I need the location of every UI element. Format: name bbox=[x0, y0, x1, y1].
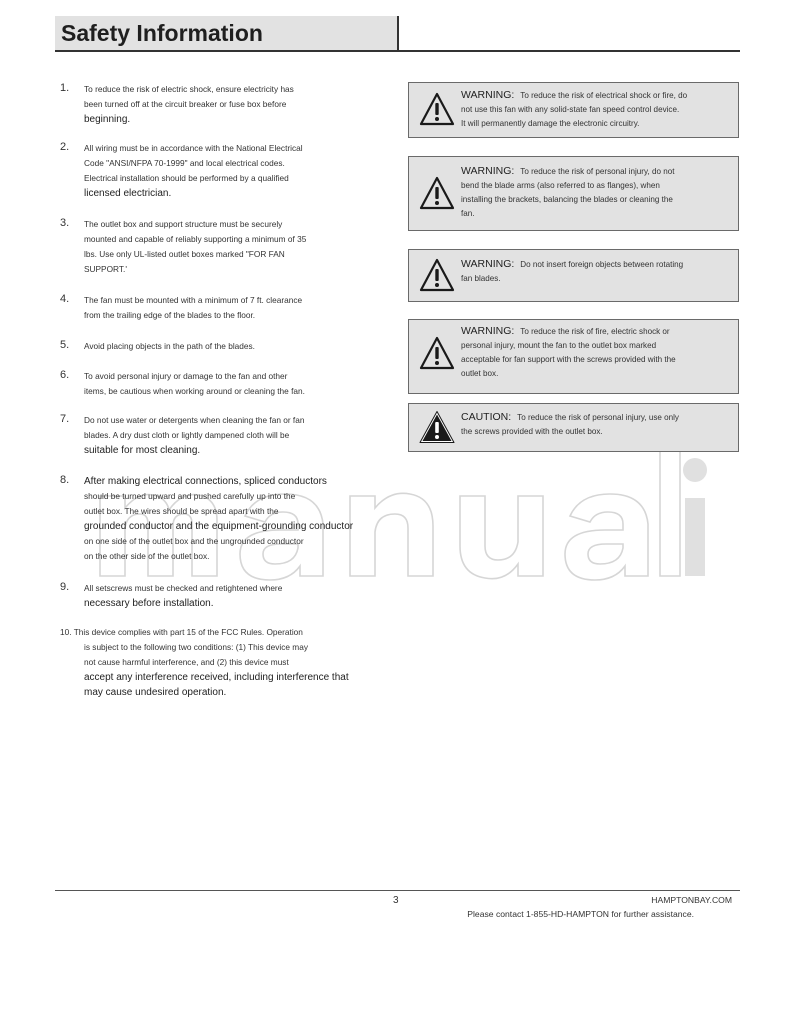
page-title: Safety Information bbox=[61, 20, 263, 46]
item-number: 4. bbox=[60, 293, 70, 305]
item-text: blades. A dry dust cloth or lightly dampened cloth will be bbox=[84, 430, 290, 440]
item-text: The fan must be mounted with a minimum of 7 ft. clearance bbox=[84, 295, 303, 305]
item-number: 5. bbox=[60, 339, 70, 351]
item-text: on one side of the outlet box and the ungrounded conductor bbox=[84, 536, 304, 546]
item-text: lbs. Use only UL-listed outlet boxes marked "FOR FAN bbox=[84, 249, 285, 259]
item-text: items, be cautious when working around or cleaning the fan. bbox=[84, 386, 305, 396]
warning-text: not use this fan with any solid-state fan speed control device. bbox=[461, 105, 680, 114]
item-number: 8. bbox=[60, 474, 70, 486]
warning-text: installing the brackets, balancing the blades or cleaning the bbox=[461, 195, 673, 204]
item-text: mounted and capable of reliably supporting a minimum of 35 bbox=[84, 234, 307, 244]
caution-label: CAUTION: bbox=[461, 411, 512, 423]
warning-text: It will permanently damage the electronic circuitry. bbox=[461, 119, 640, 128]
page-number: 3 bbox=[393, 895, 399, 906]
item-number: 7. bbox=[60, 413, 70, 425]
warning-text: fan. bbox=[461, 209, 475, 218]
item-text: from the trailing edge of the blades to the floor. bbox=[84, 310, 256, 320]
item-text: The outlet box and support structure must be securely bbox=[84, 219, 283, 229]
item-text: SUPPORT.' bbox=[84, 264, 127, 274]
item-text: After making electrical connections, spliced conductors bbox=[84, 476, 327, 487]
item-text: To avoid personal injury or damage to the fan and other bbox=[84, 371, 288, 381]
warning-triangle-outline-icon bbox=[419, 176, 455, 210]
header-rule bbox=[55, 50, 740, 52]
warning-text: bend the blade arms (also referred to as flanges), when bbox=[461, 181, 660, 190]
warning-box-4 bbox=[408, 319, 739, 394]
item-text: licensed electrician. bbox=[84, 188, 172, 199]
warning-label: WARNING: bbox=[461, 165, 515, 177]
item-text: not cause harmful interference, and (2) this device must bbox=[84, 657, 289, 667]
warning-text: acceptable for fan support with the screws provided with the bbox=[461, 355, 676, 364]
item-text: Do not use water or detergents when cleaning the fan or fan bbox=[84, 415, 305, 425]
item-text: All setscrews must be checked and retightened where bbox=[84, 583, 283, 593]
item-text: Electrical installation should be performed by a qualified bbox=[84, 173, 289, 183]
item-text: Avoid placing objects in the path of the blades. bbox=[84, 341, 255, 351]
item-number: 10. bbox=[60, 627, 72, 637]
caution-text: To reduce the risk of personal injury, use only bbox=[517, 413, 679, 422]
warning-text: outlet box. bbox=[461, 369, 499, 378]
item-text: accept any interference received, including interference that bbox=[84, 672, 349, 683]
item-number: 6. bbox=[60, 369, 70, 381]
warning-label: WARNING: bbox=[461, 325, 515, 337]
item-number: 1. bbox=[60, 82, 70, 94]
item-number: 3. bbox=[60, 217, 70, 229]
item-text: All wiring must be in accordance with the National Electrical bbox=[84, 143, 303, 153]
warning-triangle-outline-icon bbox=[419, 92, 455, 126]
warning-text: Do not insert foreign objects between rotating bbox=[520, 260, 684, 269]
item-text: Code "ANSI/NFPA 70-1999" and local electrical codes. bbox=[84, 158, 285, 168]
item-text: necessary before installation. bbox=[84, 598, 214, 609]
item-text: suitable for most cleaning. bbox=[84, 445, 201, 456]
item-number: 9. bbox=[60, 581, 70, 593]
item-text: on the other side of the outlet box. bbox=[84, 551, 210, 561]
warning-text: personal injury, mount the fan to the outlet box marked bbox=[461, 341, 657, 350]
caution-text: the screws provided with the outlet box. bbox=[461, 427, 603, 436]
caution-box bbox=[408, 403, 739, 452]
item-text: outlet box. The wires should be spread apart with the bbox=[84, 506, 279, 516]
item-text: 10. This device complies with part 15 of the FCC Rules. Operation bbox=[60, 627, 303, 637]
warning-box-2 bbox=[408, 156, 739, 231]
warning-text: fan blades. bbox=[461, 274, 501, 283]
website-link[interactable]: HAMPTONBAY.COM bbox=[651, 895, 732, 905]
warning-box-1 bbox=[408, 82, 739, 138]
header-divider bbox=[397, 16, 399, 52]
warning-box-3 bbox=[408, 249, 739, 302]
contact-info: Please contact 1-855-HD-HAMPTON for further assistance. bbox=[467, 909, 694, 919]
warning-triangle-outline-icon bbox=[419, 336, 455, 370]
item-text: may cause undesired operation. bbox=[84, 687, 227, 698]
item-text: grounded conductor and the equipment-grounding conductor bbox=[84, 521, 354, 532]
warning-label: WARNING: bbox=[461, 258, 515, 270]
warning-text: To reduce the risk of electrical shock or fire, do bbox=[520, 91, 688, 100]
caution-triangle-filled-icon bbox=[419, 410, 455, 444]
item-text: is subject to the following two conditions: (1) This device may bbox=[84, 642, 308, 652]
warning-text: To reduce the risk of personal injury, do not bbox=[520, 167, 675, 176]
warning-triangle-outline-icon bbox=[419, 258, 455, 292]
footer-rule bbox=[55, 890, 740, 891]
item-number: 2. bbox=[60, 141, 70, 153]
warning-label: WARNING: bbox=[461, 89, 515, 101]
item-text: beginning. bbox=[84, 114, 131, 125]
warning-text: To reduce the risk of fire, electric shock or bbox=[520, 327, 670, 336]
item-text: should be turned upward and pushed carefully up into the bbox=[84, 491, 296, 501]
item-text: To reduce the risk of electric shock, ensure electricity has bbox=[84, 84, 294, 94]
item-text: been turned off at the circuit breaker or fuse box before bbox=[84, 99, 287, 109]
